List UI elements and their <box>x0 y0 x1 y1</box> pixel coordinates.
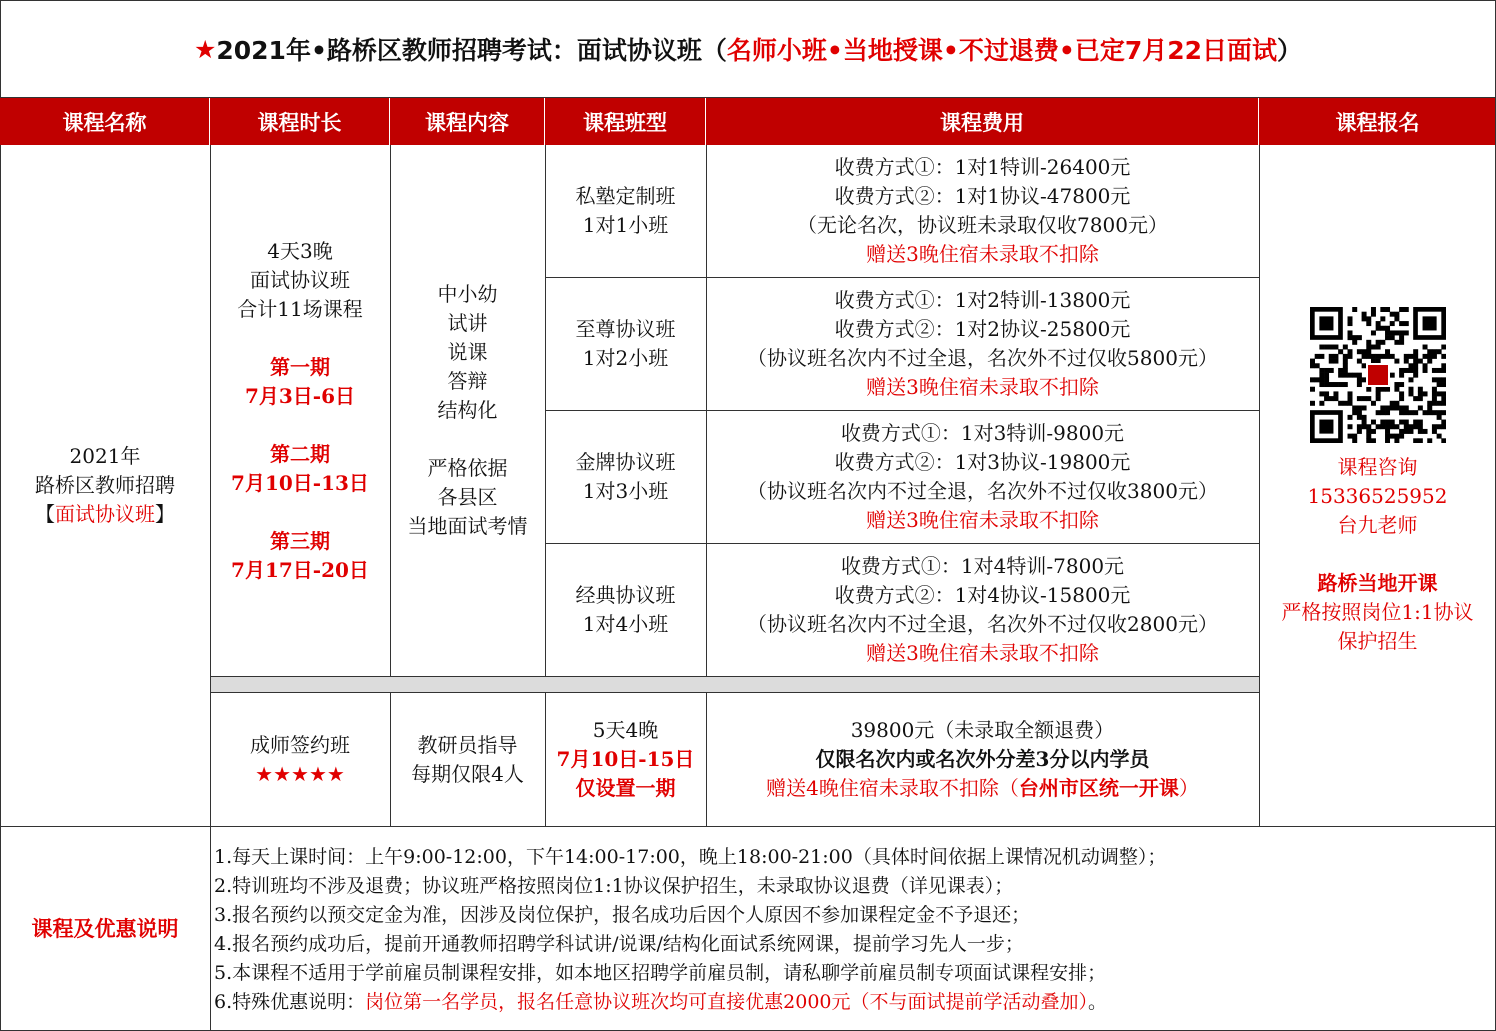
premium-fee-cell <box>706 693 1259 826</box>
period-2-label: 第二期 <box>270 441 330 466</box>
class-size: 1对1小班 <box>582 213 669 237</box>
separator-band <box>211 677 1259 692</box>
premium-date: 7月10日-15日 <box>556 747 695 771</box>
fee-gift: 赠送3晚住宿未录取不扣除 <box>866 508 1099 532</box>
consult-teacher: 台九老师 <box>1337 513 1418 537</box>
period-2-date: 7月10日-13日 <box>231 470 369 495</box>
premium-fee: 39800元（未录取全额退费） <box>850 718 1115 742</box>
policy-line-2: 保护招生 <box>1337 629 1418 653</box>
note-item: 4.报名预约成功后，提前开通教师招聘学科试讲/说课/结构化面试系统网课，提前学习先人一步； <box>214 933 1024 955</box>
title-main: 2021年•路桥区教师招聘考试：面试协议班（ <box>216 36 727 65</box>
duration-cell <box>210 145 390 676</box>
class-type-cell <box>545 278 706 410</box>
star-rating-icon: ★★★★★ <box>255 761 345 786</box>
class-type: 经典协议班 <box>575 583 676 607</box>
title-close: ） <box>1277 36 1303 65</box>
star-icon: ★ <box>193 34 217 64</box>
premium-name-cell <box>210 693 390 826</box>
content-item: 试讲 <box>447 311 488 335</box>
period-1-date: 7月3日-6日 <box>244 383 356 408</box>
content-item: 严格依据 <box>427 456 508 480</box>
consult-phone[interactable]: 15336525952 <box>1307 484 1448 508</box>
fee-cell <box>706 145 1259 277</box>
premium-duration-cell <box>545 693 706 826</box>
class-type: 金牌协议班 <box>575 450 676 474</box>
period-1-label: 第一期 <box>270 354 330 379</box>
duration-days: 4天3晚 <box>267 238 333 263</box>
signup-cell <box>1260 145 1495 826</box>
course-title: 路桥区教师招聘 <box>35 473 175 497</box>
duration-class: 面试协议班 <box>250 267 350 292</box>
premium-period: 仅设置一期 <box>575 776 676 800</box>
fee-gift: 赠送3晚住宿未录取不扣除 <box>866 242 1099 266</box>
consult-label: 课程咨询 <box>1337 455 1418 479</box>
premium-days: 5天4晚 <box>592 718 659 742</box>
premium-name: 成师签约班 <box>250 732 350 757</box>
course-year: 2021年 <box>69 444 141 468</box>
note-item: 3.报名预约以预交定金为准，因涉及岗位保护，报名成功后因个人原因不参加课程定金不予退还； <box>214 904 1031 926</box>
fee-option-1: 收费方式①：1对4特训-7800元 <box>840 554 1125 578</box>
local-class: 路桥当地开课 <box>1317 571 1438 595</box>
course-type: 【面试协议班】 <box>35 502 175 526</box>
class-type: 私塾定制班 <box>575 184 676 208</box>
period-3-label: 第三期 <box>270 528 330 553</box>
period-3-date: 7月17日-20日 <box>231 557 369 582</box>
fee-cell <box>706 278 1259 410</box>
fee-gift: 赠送3晚住宿未录取不扣除 <box>866 375 1099 399</box>
fee-option-1: 收费方式①：1对1特训-26400元 <box>834 155 1131 179</box>
course-name-cell <box>0 145 210 826</box>
note-item: 2.特训班均不涉及退费；协议班严格按照岗位1:1协议保护招生，未录取协议退费（详见课表）； <box>214 875 1014 897</box>
content-item: 结构化 <box>437 398 498 422</box>
qr-code-icon[interactable] <box>1310 307 1446 443</box>
fee-option-2: 收费方式②：1对4协议-15800元 <box>834 583 1131 607</box>
class-type-cell <box>545 544 706 676</box>
premium-gift: 赠送4晚住宿未录取不扣除（台州市区统一开课） <box>766 776 1199 800</box>
note-item: 5.本课程不适用于学前雇员制课程安排，如本地区招聘学前雇员制，请私聊学前雇员制专项面试课程安排； <box>214 962 1107 984</box>
header-class-type: 课程班型 <box>545 98 706 145</box>
premium-requirement: 仅限名次内或名次外分差3分以内学员 <box>815 747 1150 771</box>
fee-option-1: 收费方式①：1对2特训-13800元 <box>834 288 1131 312</box>
note-item: 6.特殊优惠说明：岗位第一名学员，报名任意协议班次均可直接优惠2000元（不与面试提前学活动叠加）。 <box>214 991 1108 1013</box>
fee-note: （无论名次，协议班未录取仅收7800元） <box>797 213 1168 237</box>
header-signup: 课程报名 <box>1259 98 1496 145</box>
fee-note: （协议班名次内不过全退，名次外不过仅收3800元） <box>747 479 1218 503</box>
duration-sessions: 合计11场课程 <box>237 296 363 321</box>
content-item: 各县区 <box>437 485 498 509</box>
header-course-name: 课程名称 <box>0 98 210 145</box>
grid-line <box>0 826 1496 827</box>
class-size: 1对2小班 <box>582 346 669 370</box>
fee-option-2: 收费方式②：1对1协议-47800元 <box>834 184 1131 208</box>
class-type-cell <box>545 411 706 543</box>
notes-label: 课程及优惠说明 <box>31 916 179 941</box>
content-item: 中小幼 <box>437 282 498 306</box>
title-highlight: 名师小班•当地授课•不过退费•已定7月22日面试 <box>726 36 1278 65</box>
header-fee: 课程费用 <box>706 98 1259 145</box>
fee-note: （协议班名次内不过全退，名次外不过仅收2800元） <box>747 612 1218 636</box>
fee-note: （协议班名次内不过全退，名次外不过仅收5800元） <box>747 346 1218 370</box>
header-content: 课程内容 <box>390 98 545 145</box>
fee-gift: 赠送3晚住宿未录取不扣除 <box>866 641 1099 665</box>
content-cell <box>390 145 545 676</box>
content-item: 说课 <box>447 340 488 364</box>
header-duration: 课程时长 <box>210 98 390 145</box>
fee-cell <box>706 411 1259 543</box>
note-item: 1.每天上课时间：上午9:00-12:00，下午14:00-17:00，晚上18:00-21:00（具体时间依据上课情况机动调整）； <box>214 846 1167 868</box>
content-item: 答辩 <box>447 369 488 393</box>
fee-option-2: 收费方式②：1对3协议-19800元 <box>834 450 1131 474</box>
page-title <box>0 0 1496 98</box>
fee-option-2: 收费方式②：1对2协议-25800元 <box>834 317 1131 341</box>
notes-list <box>214 843 1494 1017</box>
class-type: 至尊协议班 <box>575 317 676 341</box>
premium-content-2: 每期仅限4人 <box>411 761 524 786</box>
content-item: 当地面试考情 <box>407 514 528 538</box>
fee-cell <box>706 544 1259 676</box>
class-size: 1对4小班 <box>582 612 669 636</box>
policy-line-1: 严格按照岗位1:1协议 <box>1281 600 1474 624</box>
premium-content-cell <box>390 693 545 826</box>
premium-content-1: 教研员指导 <box>417 732 518 757</box>
fee-option-1: 收费方式①：1对3特训-9800元 <box>840 421 1125 445</box>
class-type-cell <box>545 145 706 277</box>
class-size: 1对3小班 <box>582 479 669 503</box>
